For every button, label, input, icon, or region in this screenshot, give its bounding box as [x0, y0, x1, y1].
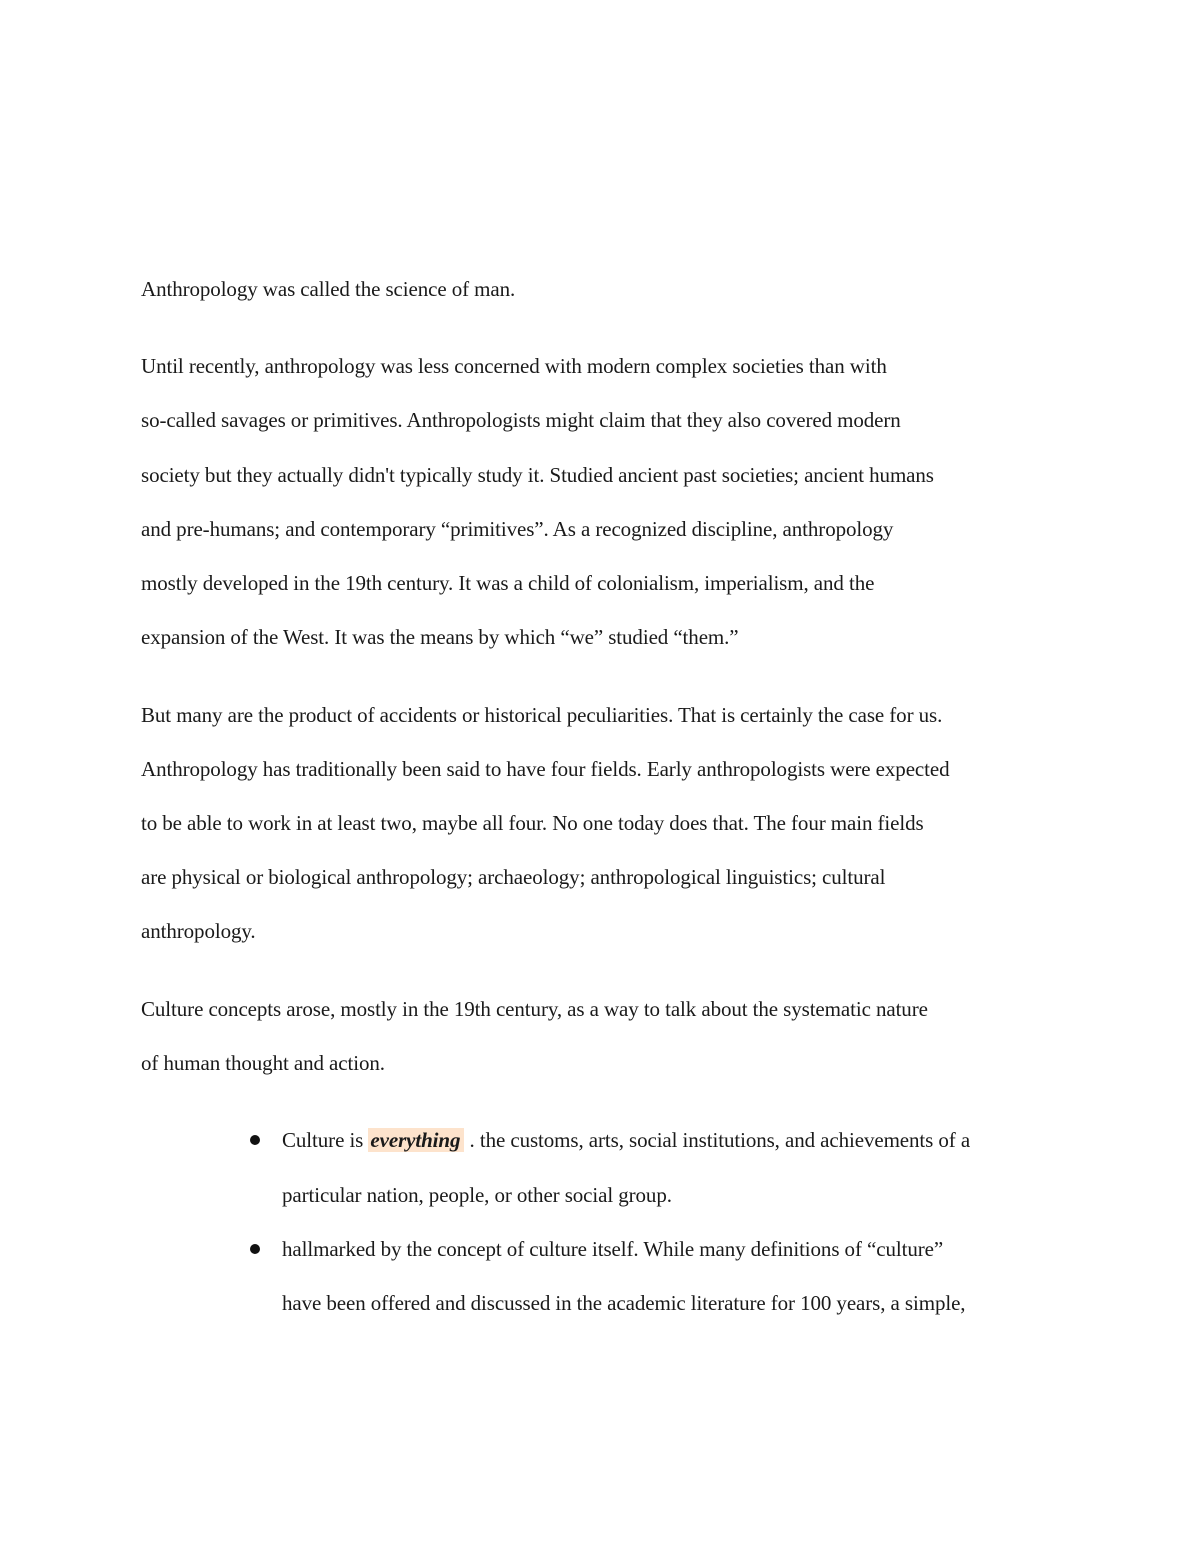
bullet-dot-icon [250, 1244, 260, 1254]
paragraph-2-line-2: so-called savages or primitives. Anthropologists might claim that they also covered modern [141, 408, 901, 432]
paragraph-2-line-1: Until recently, anthropology was less concerned with modern complex societies than with [141, 354, 887, 378]
paragraph-4-line-1: Culture concepts arose, mostly in the 19th century, as a way to talk about the systematic nature [141, 997, 928, 1021]
bullet-1-line-1 [282, 1126, 970, 1154]
paragraph-2-line-6: expansion of the West. It was the means by which “we” studied “them.” [141, 625, 739, 649]
paragraph-3-line-4: are physical or biological anthropology; archaeology; anthropological linguistics; cultural [141, 865, 886, 889]
bullet-1-line-2: particular nation, people, or other social group. [282, 1183, 672, 1207]
bullet-1-suffix: . the customs, arts, social institutions, and achievements of a [464, 1128, 971, 1152]
paragraph-2-line-5: mostly developed in the 19th century. It was a child of colonialism, imperialism, and the [141, 571, 875, 595]
paragraph-3-line-3: to be able to work in at least two, maybe all four. No one today does that. The four main fields [141, 811, 924, 835]
paragraph-2-line-3: society but they actually didn't typically study it. Studied ancient past societies; ancient humans [141, 463, 934, 487]
paragraph-4-line-2: of human thought and action. [141, 1051, 385, 1075]
bullet-dot-icon [250, 1135, 260, 1145]
paragraph-2-line-4: and pre-humans; and contemporary “primitives”. As a recognized discipline, anthropology [141, 517, 894, 541]
bullet-1-prefix: Culture is [282, 1128, 369, 1152]
bullet-2-line-2: have been offered and discussed in the academic literature for 100 years, a simple, [282, 1291, 966, 1315]
paragraph-3-line-2: Anthropology has traditionally been said to have four fields. Early anthropologists were expected [141, 757, 950, 781]
paragraph-1-line-1: Anthropology was called the science of man. [141, 277, 516, 301]
paragraph-3-line-5: anthropology. [141, 919, 256, 943]
highlighted-word: everything [368, 1128, 464, 1152]
bullet-2-line-1: hallmarked by the concept of culture itself. While many definitions of “culture” [282, 1237, 944, 1261]
paragraph-3-line-1: But many are the product of accidents or historical peculiarities. That is certainly the case for us. [141, 703, 943, 727]
